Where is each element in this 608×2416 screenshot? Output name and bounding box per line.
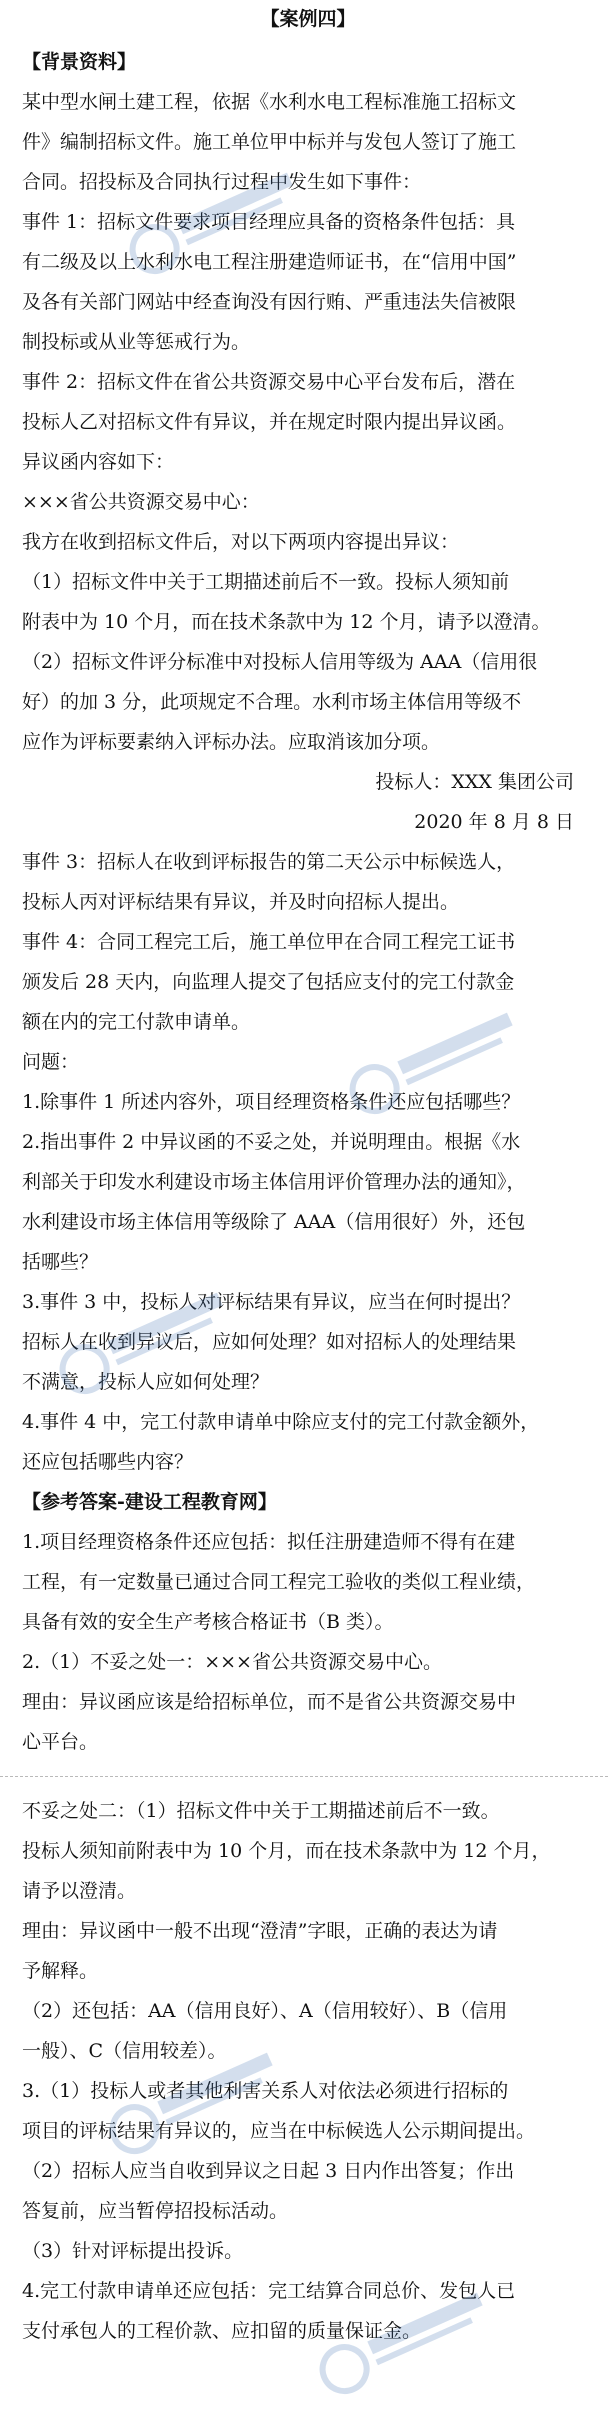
questions-heading: 问题： — [22, 1051, 80, 1073]
text-line: 有二级及以上水利水电工程注册建造师证书，在“信用中国” — [22, 251, 517, 273]
text-line: 2.（1）不妥之处一：×××省公共资源交易中心。 — [22, 1651, 442, 1673]
text-line: 项目的评标结果有异议的，应当在中标候选人公示期间提出。 — [22, 2120, 536, 2142]
text-line: 心平台。 — [22, 1731, 99, 1753]
text-line: 3.事件 3 中，投标人对评标结果有异议，应当在何时提出？ — [22, 1291, 521, 1313]
text-line: 水利建设市场主体信用等级除了 AAA（信用很好）外，还包 — [22, 1211, 526, 1233]
text-line: 某中型水闸土建工程，依据《水利水电工程标准施工招标文 — [22, 91, 517, 113]
text-line: 我方在收到招标文件后，对以下两项内容提出异议： — [22, 531, 460, 553]
text-line: 制投标或从业等惩戒行为。 — [22, 331, 251, 353]
text-line: 招标人在收到异议后，应如何处理？如对招标人的处理结果 — [22, 1331, 517, 1353]
text-line: 投标人乙对招标文件有异议，并在规定时限内提出异议函。 — [22, 411, 517, 433]
text-line: （2）招标人应当自收到异议之日起 3 日内作出答复；作出 — [22, 2160, 515, 2182]
signature-line: 投标人：XXX 集团公司 — [375, 771, 574, 793]
text-line: 一般）、C（信用较差）。 — [22, 2040, 227, 2062]
text-line: 理由：异议函应该是给招标单位，而不是省公共资源交易中 — [22, 1691, 517, 1713]
text-line: 3.（1）投标人或者其他利害关系人对依法必须进行招标的 — [22, 2080, 509, 2102]
text-line: 事件 4：合同工程完工后，施工单位甲在合同工程完工证书 — [22, 931, 516, 953]
text-line: 事件 3：招标人在收到评标报告的第二天公示中标候选人， — [22, 851, 516, 873]
text-line: 颁发后 28 天内，向监理人提交了包括应支付的完工付款金 — [22, 971, 515, 993]
text-line: 1.除事件 1 所述内容外，项目经理资格条件还应包括哪些？ — [22, 1091, 521, 1113]
text-line: 利部关于印发水利建设市场主体信用评价管理办法的通知》， — [22, 1171, 526, 1193]
text-line: 附表中为 10 个月，而在技术条款中为 12 个月，请予以澄清。 — [22, 611, 551, 633]
text-line: 4.事件 4 中，完工付款申请单中除应支付的完工付款金额外， — [22, 1411, 540, 1433]
text-line: （2）还包括：AA（信用良好）、A（信用较好）、B（信用 — [22, 2000, 508, 2022]
text-line: 括哪些？ — [22, 1251, 99, 1273]
text-line: ×××省公共资源交易中心： — [22, 491, 260, 513]
answer-heading: 【参考答案-建设工程教育网】 — [22, 1491, 277, 1513]
text-line: 合同。招投标及合同执行过程中发生如下事件： — [22, 171, 422, 193]
text-line: 不妥之处二：（1）招标文件中关于工期描述前后不一致。 — [22, 1800, 500, 1822]
document-page — [22, 0, 594, 2351]
text-line: 支付承包人的工程价款、应扣留的质量保证金。 — [22, 2320, 422, 2342]
text-line: 1.项目经理资格条件还应包括：拟任注册建造师不得有在建 — [22, 1531, 516, 1553]
text-line: （2）招标文件评分标准中对投标人信用等级为 AAA（信用很 — [22, 651, 538, 673]
text-line: 投标人须知前附表中为 10 个月，而在技术条款中为 12 个月， — [22, 1840, 551, 1862]
text-line: 件》编制招标文件。施工单位甲中标并与发包人签订了施工 — [22, 131, 517, 153]
text-line: 理由：异议函中一般不出现“澄清”字眼，正确的表达为请 — [22, 1920, 498, 1942]
text-line: 应作为评标要素纳入评标办法。应取消该加分项。 — [22, 731, 441, 753]
section-1 — [22, 42, 594, 1762]
text-line: 额在内的完工付款申请单。 — [22, 1011, 251, 1033]
text-line: 异议函内容如下： — [22, 451, 175, 473]
background-heading: 【背景资料】 — [22, 51, 137, 73]
text-line: 工程，有一定数量已通过合同工程完工验收的类似工程业绩， — [22, 1571, 536, 1593]
text-line: 还应包括哪些内容？ — [22, 1451, 194, 1473]
date-line: 2020 年 8 月 8 日 — [414, 811, 574, 833]
text-line: 予解释。 — [22, 1960, 99, 1982]
text-line: 事件 2：招标文件在省公共资源交易中心平台发布后，潜在 — [22, 371, 516, 393]
text-line: 2.指出事件 2 中异议函的不妥之处，并说明理由。根据《水 — [22, 1131, 521, 1153]
text-line: 答复前，应当暂停招投标活动。 — [22, 2200, 289, 2222]
text-line: 4.完工付款申请单还应包括：完工结算合同总价、发包人已 — [22, 2280, 516, 2302]
text-line: 好）的加 3 分，此项规定不合理。水利市场主体信用等级不 — [22, 691, 522, 713]
text-line: （1）招标文件中关于工期描述前后不一致。投标人须知前 — [22, 571, 510, 593]
spacer — [22, 1762, 594, 1776]
text-line: 投标人丙对评标结果有异议，并及时向招标人提出。 — [22, 891, 460, 913]
text-line: 不满意，投标人应如何处理？ — [22, 1371, 270, 1393]
spacer — [22, 1777, 594, 1791]
text-line: 请予以澄清。 — [22, 1880, 137, 1902]
text-line: 事件 1：招标文件要求项目经理应具备的资格条件包括：具 — [22, 211, 516, 233]
section-2 — [22, 1791, 594, 2351]
case-title: 【案例四】 — [260, 8, 356, 30]
text-line: 及各有关部门网站中经查询没有因行贿、严重违法失信被限 — [22, 291, 517, 313]
text-line: （3）针对评标提出投诉。 — [22, 2240, 244, 2262]
text-line: 具备有效的安全生产考核合格证书（B 类）。 — [22, 1611, 394, 1633]
